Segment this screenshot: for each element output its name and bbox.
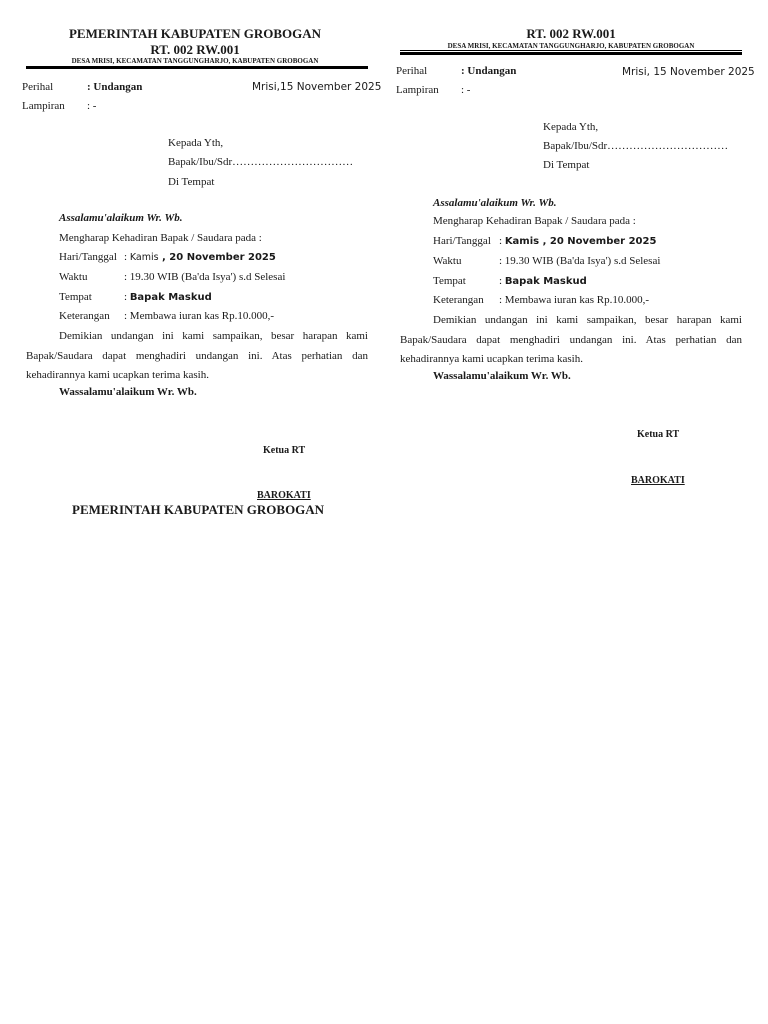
left-greeting: Assalamu'alaikum Wr. Wb. — [59, 212, 183, 224]
left-perihal-label: Perihal — [22, 81, 54, 93]
right-hari-label: Hari/Tanggal — [433, 235, 491, 247]
right-hari-colon: : — [499, 235, 505, 247]
right-tempat-value — [499, 275, 587, 287]
left-lampiran-label: Lampiran — [22, 100, 65, 112]
left-hari-colon: : — [124, 251, 130, 263]
right-signature-title: Ketua RT — [637, 429, 680, 440]
right-ket-value: : Membawa iuran kas Rp.10.000,- — [499, 294, 649, 306]
left-closing-paragraph: Demikian undangan ini kami sampaikan, besar harapan kami Bapak/Saudara dapat menghadiri undangan ini. Atas perhatian dan kehadirannya kami ucapkan terima kasih. — [26, 330, 368, 381]
left-hari-day: Kamis — [129, 252, 159, 263]
right-recipient-line1: Kepada Yth, — [543, 121, 599, 133]
left-recipient-line1: Kepada Yth, — [168, 137, 224, 149]
right-lampiran-value: : - — [461, 84, 471, 96]
right-header-rule — [400, 52, 742, 55]
right-recipient-line3: Di Tempat — [543, 159, 590, 171]
right-hari-date: Kamis , 20 November 2025 — [504, 236, 657, 247]
left-tempat-colon: : — [124, 291, 130, 303]
right-tempat-name: Bapak Maskud — [504, 276, 587, 287]
left-ket-value: : Membawa iuran kas Rp.10.000,- — [124, 310, 274, 322]
right-greeting: Assalamu'alaikum Wr. Wb. — [433, 197, 557, 209]
left-hari-date: , 20 November 2025 — [158, 252, 276, 263]
right-header-rt-rw: RT. 002 RW.001 — [526, 26, 616, 41]
right-closing-paragraph: Demikian undangan ini kami sampaikan, besar harapan kami Bapak/Saudara dapat menghadiri undangan ini. Atas perhatian dan kehadirannya kami ucapkan terima kasih. — [400, 314, 742, 365]
left-hari-label: Hari/Tanggal — [59, 251, 117, 263]
right-recipient-line2: Bapak/Ibu/Sdr…………………………… — [543, 140, 729, 152]
right-header-address: DESA MRISI, KECAMATAN TANGGUNGHARJO, KABUPATEN GROBOGAN — [447, 42, 695, 50]
right-tempat-label: Tempat — [433, 275, 466, 287]
right-header-rule-thin — [400, 50, 742, 51]
left-header-government: PEMERINTAH KABUPATEN GROBOGAN — [68, 26, 322, 41]
right-waktu-value: : 19.30 WIB (Ba'da Isya') s.d Selesai — [499, 255, 661, 267]
left-intro: Mengharap Kehadiran Bapak / Saudara pada : — [59, 232, 262, 244]
right-lampiran-label: Lampiran — [396, 84, 439, 96]
left-signature-title: Ketua RT — [263, 445, 306, 456]
left-waktu-label: Waktu — [59, 271, 88, 283]
left-header-rule — [26, 66, 368, 69]
right-perihal-value: : Undangan — [461, 65, 517, 77]
left-place-date: Mrisi,15 November 2025 — [252, 81, 382, 93]
left-header-rt-rw: RT. 002 RW.001 — [150, 42, 240, 57]
right-ket-label: Keterangan — [433, 294, 484, 306]
left-hari-value — [124, 251, 276, 263]
left-recipient-line2: Bapak/Ibu/Sdr…………………………… — [168, 156, 354, 168]
right-place-date: Mrisi, 15 November 2025 — [622, 66, 755, 78]
left-farewell: Wassalamu'alaikum Wr. Wb. — [59, 386, 197, 398]
left-lampiran-value: : - — [87, 100, 97, 112]
left-header-address: DESA MRISI, KECAMATAN TANGGUNGHARJO, KABUPATEN GROBOGAN — [71, 57, 319, 65]
right-tempat-colon: : — [499, 275, 505, 287]
right-perihal-label: Perihal — [396, 65, 428, 77]
right-signature-name: BAROKATI — [631, 475, 685, 486]
left-tempat-value — [124, 291, 212, 303]
right-hari-value — [499, 235, 656, 247]
left-ket-label: Keterangan — [59, 310, 110, 322]
left-signature-name: BAROKATI — [257, 490, 311, 501]
left-footer-government: PEMERINTAH KABUPATEN GROBOGAN — [72, 502, 325, 517]
left-recipient-line3: Di Tempat — [168, 176, 215, 188]
right-waktu-label: Waktu — [433, 255, 462, 267]
left-perihal-value: : Undangan — [87, 81, 143, 93]
right-intro: Mengharap Kehadiran Bapak / Saudara pada : — [433, 215, 636, 227]
left-tempat-label: Tempat — [59, 291, 92, 303]
left-waktu-value: : 19.30 WIB (Ba'da Isya') s.d Selesai — [124, 271, 286, 283]
right-farewell: Wassalamu'alaikum Wr. Wb. — [433, 370, 571, 382]
left-tempat-name: Bapak Maskud — [129, 292, 212, 303]
